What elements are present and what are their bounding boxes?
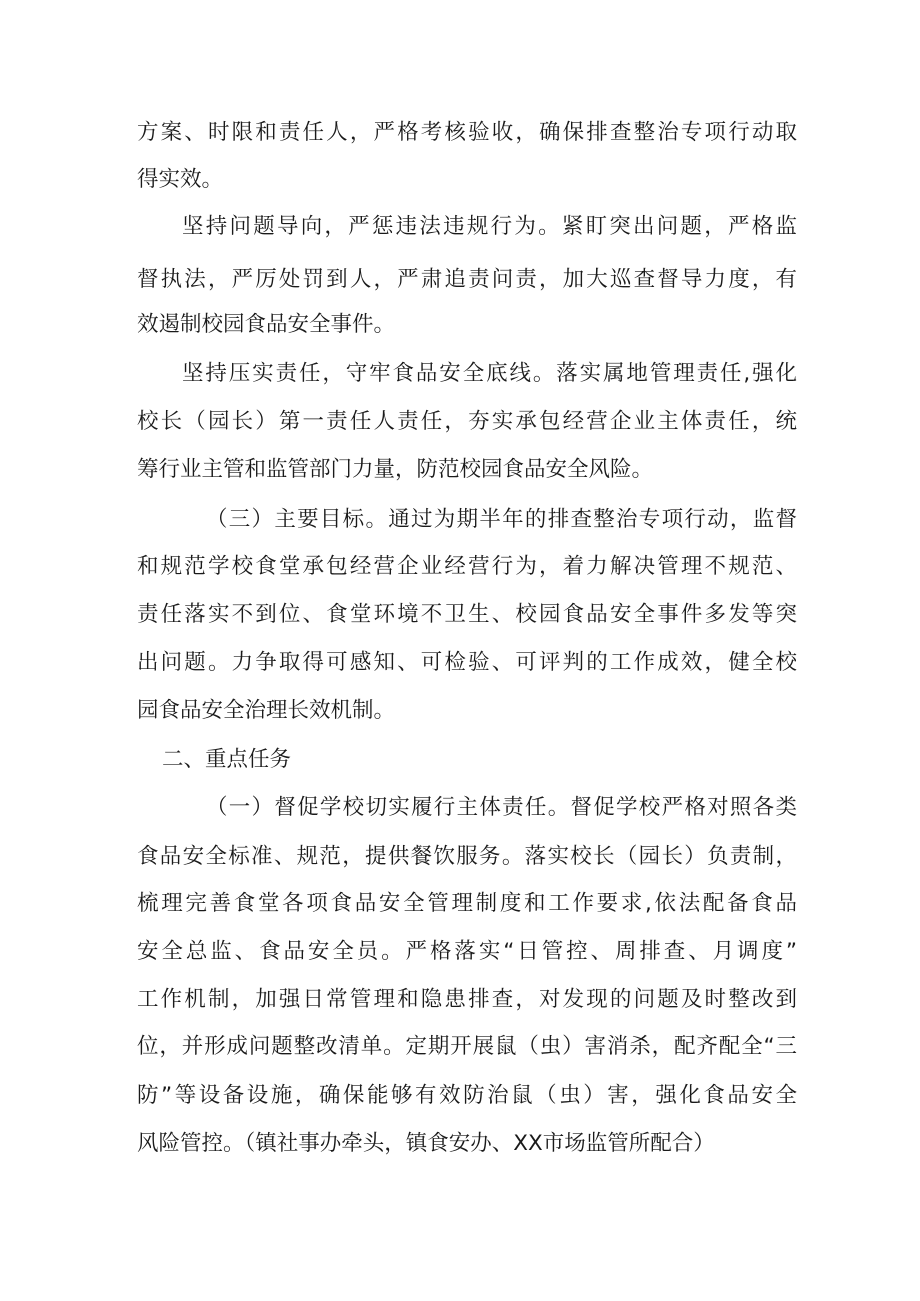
text-line: 位，并形成问题整改清单。定期开展鼠（虫）害消杀，配齐配全“三: [137, 1034, 797, 1059]
text-line: 安全总监、食品安全员。严格落实“日管控、周排查、月调度”: [137, 939, 797, 964]
section-heading: 二、重点任务: [162, 747, 292, 772]
text-line: 工作机制，加强日常管理和隐患排查，对发现的问题及时整改到: [137, 987, 797, 1012]
text-line: 效遏制校园食品安全事件。: [137, 312, 396, 337]
text-line: 方案、时限和责任人，严格考核验收，确保排查整治专项行动取: [137, 120, 797, 145]
text-line: 风险管控。（镇社事办牵头，镇食安办、XX市场监管所配合）: [137, 1131, 715, 1156]
text-line: 坚持压实责任，守牢食品安全底线。落实属地管理责任,强化: [182, 361, 797, 386]
text-line: 出问题。力争取得可感知、可检验、可评判的工作成效，健全校: [137, 650, 797, 675]
text-line: 食品安全标准、规范，提供餐饮服务。落实校长（园长）负责制，: [137, 844, 797, 869]
text-line: 督执法，严厉处罚到人，严肃追责问责，加大巡查督导力度，有: [137, 267, 797, 292]
text-line: 防”等设备设施，确保能够有效防治鼠（虫）害，强化食品安全: [137, 1083, 797, 1108]
text-line: 坚持问题导向，严惩违法违规行为。紧盯突出问题，严格监: [182, 214, 797, 239]
text-line: （三）主要目标。通过为期半年的排查整治专项行动，监督: [206, 507, 797, 532]
text-line: 责任落实不到位、食堂环境不卫生、校园食品安全事件多发等突: [137, 602, 797, 627]
text-line: 和规范学校食堂承包经营企业经营行为，着力解决管理不规范、: [137, 554, 797, 579]
text-line: 园食品安全治理长效机制。: [137, 698, 396, 723]
text-line: 校长（园长）第一责任人责任，夯实承包经营企业主体责任，统: [137, 409, 797, 434]
text-line: 梳理完善食堂各项食品安全管理制度和工作要求,依法配备食品: [137, 891, 797, 916]
text-line: （一）督促学校切实履行主体责任。督促学校严格对照各类: [206, 795, 797, 820]
text-line: 筹行业主管和监管部门力量，防范校园食品安全风险。: [137, 457, 654, 482]
text-line: 得实效。: [137, 167, 224, 192]
